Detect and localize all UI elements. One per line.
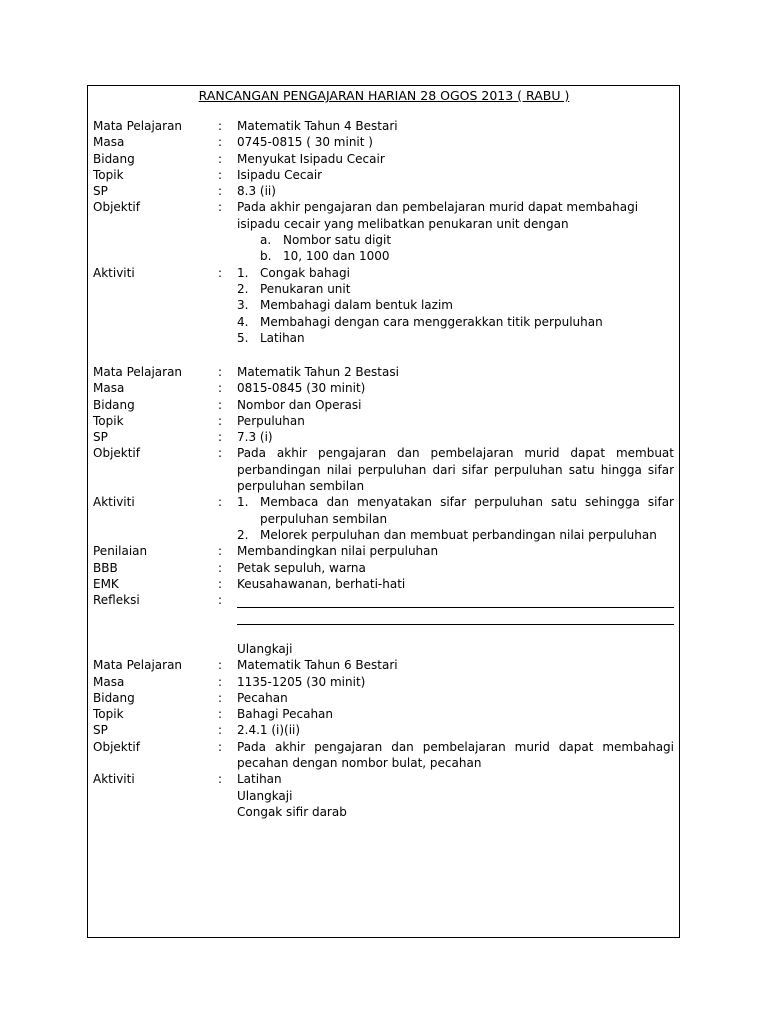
item-text: Membahagi dalam bentuk lazim [260, 298, 453, 313]
field-value: 0815-0845 (30 minit) [237, 381, 366, 396]
list-item [237, 494, 674, 527]
field-value: Nombor dan Operasi [237, 397, 362, 412]
item-text: Nombor satu digit [283, 233, 392, 248]
field-row [0, 413, 768, 429]
field-value: 7.3 (i) [237, 430, 273, 445]
colon: : [218, 381, 223, 396]
list-item [237, 330, 674, 346]
colon: : [218, 151, 223, 166]
colon: : [218, 576, 223, 591]
item-text: Congak bahagi [260, 265, 350, 280]
colon: : [218, 200, 223, 215]
item-marker: 5. [237, 330, 249, 345]
colon: : [218, 167, 223, 182]
field-value: Petak sepuluh, warna [237, 560, 366, 575]
field-row [0, 134, 768, 150]
colon: : [218, 446, 223, 461]
field-label: Bidang [93, 397, 135, 412]
item-marker: 1. [237, 495, 249, 510]
field-label: Masa [93, 135, 125, 150]
colon: : [218, 690, 223, 705]
field-row [0, 576, 768, 592]
field-label: Objektif [93, 739, 140, 754]
field-row [0, 380, 768, 396]
field-value: 1135-1205 (30 minit) [237, 674, 366, 689]
field-row [0, 397, 768, 413]
field-row [0, 690, 768, 706]
colon: : [218, 674, 223, 689]
colon: : [218, 365, 223, 379]
colon: : [218, 397, 223, 412]
aktiviti-row [0, 494, 768, 543]
list-item [237, 527, 674, 543]
field-value: Perpuluhan [237, 413, 305, 428]
field-value: Membandingkan nilai perpuluhan [237, 544, 439, 559]
aktiviti-row [0, 265, 768, 346]
list-item [237, 232, 674, 248]
colon: : [218, 560, 223, 575]
field-label: Topik [93, 167, 124, 182]
field-label: Objektif [93, 200, 140, 215]
field-row [0, 364, 768, 380]
colon: : [218, 723, 223, 738]
objektif-text: Pada akhir pengajaran dan pembelajaran murid dapat membuat perbandingan nilai perpuluhan dari sifar perpuluhan satu hingga sifar perpuluhan sembilan [237, 446, 674, 494]
field-row [0, 706, 768, 722]
list-item: Latihan [237, 772, 282, 787]
colon: : [218, 184, 223, 199]
list-item [237, 297, 674, 313]
field-value: Keusahawanan, berhati-hati [237, 576, 406, 591]
colon: : [218, 593, 223, 608]
field-label: SP [93, 430, 108, 445]
colon: : [218, 658, 223, 673]
field-label: Masa [93, 674, 125, 689]
field-row [0, 183, 768, 199]
colon: : [218, 413, 223, 428]
field-value: Matematik Tahun 6 Bestari [237, 658, 398, 673]
field-row [0, 543, 768, 559]
field-row [0, 657, 768, 673]
lesson-2 [0, 364, 768, 625]
field-row [0, 167, 768, 183]
field-value: Matematik Tahun 2 Bestasi [237, 365, 399, 379]
field-label: Bidang [93, 690, 135, 705]
field-row [0, 722, 768, 738]
heading-row [0, 641, 768, 657]
colon: : [218, 707, 223, 722]
colon: : [218, 544, 223, 559]
item-marker: 2. [237, 527, 249, 542]
item-marker: b. [260, 249, 272, 264]
field-label: Mata Pelajaran [93, 658, 183, 673]
field-label: Mata Pelajaran [93, 365, 183, 379]
colon: : [218, 739, 223, 754]
field-row [0, 429, 768, 445]
field-value: Bahagi Pecahan [237, 707, 334, 722]
field-label: EMK [93, 576, 119, 591]
colon: : [218, 119, 223, 133]
reflection-line [237, 592, 674, 608]
field-value: 2.4.1 (i)(ii) [237, 723, 301, 738]
field-row [0, 674, 768, 690]
item-marker: 1. [237, 265, 249, 280]
field-value: Matematik Tahun 4 Bestari [237, 119, 398, 133]
list-item [237, 314, 674, 330]
item-text: Penukaran unit [260, 281, 351, 296]
field-label: Penilaian [93, 544, 148, 559]
field-label: SP [93, 184, 108, 199]
item-text: Melorek perpuluhan dan membuat perbandingan nilai perpuluhan [260, 527, 657, 542]
item-text: 10, 100 dan 1000 [283, 249, 390, 264]
reflection-line [237, 608, 674, 624]
list-item: Ulangkaji [237, 788, 293, 803]
objektif-row [0, 199, 768, 264]
field-row [0, 560, 768, 576]
item-text: Latihan [260, 330, 305, 345]
objektif-text: Pada akhir pengajaran dan pembelajaran murid dapat membahagi pecahan dengan nombor bulat, pecahan [237, 739, 674, 771]
colon: : [218, 495, 223, 510]
list-item: Congak sifir darab [237, 804, 347, 819]
field-label: Aktiviti [93, 495, 135, 510]
field-label: BBB [93, 560, 118, 575]
colon: : [218, 772, 223, 787]
field-label: Aktiviti [93, 772, 135, 787]
field-label: SP [93, 723, 108, 738]
colon: : [218, 430, 223, 445]
page-title: RANCANGAN PENGAJARAN HARIAN 28 OGOS 2013 ( RABU ) [198, 88, 570, 103]
objektif-text: Pada akhir pengajaran dan pembelajaran murid dapat membahagi isipadu cecair yang melibatkan penukaran unit dengan [237, 200, 639, 231]
field-value: Pecahan [237, 690, 288, 705]
field-label: Mata Pelajaran [93, 119, 183, 133]
field-value: 8.3 (ii) [237, 184, 276, 199]
item-text: Membaca dan menyatakan sifar perpuluhan satu sehingga sifar perpuluhan sembilan [260, 495, 674, 526]
item-marker: a. [260, 233, 272, 248]
item-marker: 3. [237, 298, 249, 313]
item-text: Membahagi dengan cara menggerakkan titik perpuluhan [260, 314, 603, 329]
lesson-1 [0, 118, 768, 346]
field-value: Isipadu Cecair [237, 167, 323, 182]
objektif-row [0, 445, 768, 494]
list-item [237, 265, 674, 281]
field-row [0, 118, 768, 134]
field-row [0, 151, 768, 167]
field-label: Aktiviti [93, 265, 135, 280]
colon: : [218, 265, 223, 280]
field-label: Topik [93, 707, 124, 722]
list-item [237, 248, 674, 264]
field-label: Refleksi [93, 593, 140, 608]
section-heading: Ulangkaji [237, 642, 293, 656]
field-label: Masa [93, 381, 125, 396]
colon: : [218, 135, 223, 150]
objektif-row [0, 739, 768, 772]
list-item [237, 281, 674, 297]
field-label: Objektif [93, 446, 140, 461]
item-marker: 2. [237, 281, 249, 296]
field-value: 0745-0815 ( 30 minit ) [237, 135, 373, 150]
aktiviti-row [0, 771, 768, 820]
lesson-3 [0, 641, 768, 820]
field-value: Menyukat Isipadu Cecair [237, 151, 385, 166]
refleksi-row [0, 592, 768, 625]
field-label: Bidang [93, 151, 135, 166]
field-label: Topik [93, 413, 124, 428]
item-marker: 4. [237, 314, 249, 329]
